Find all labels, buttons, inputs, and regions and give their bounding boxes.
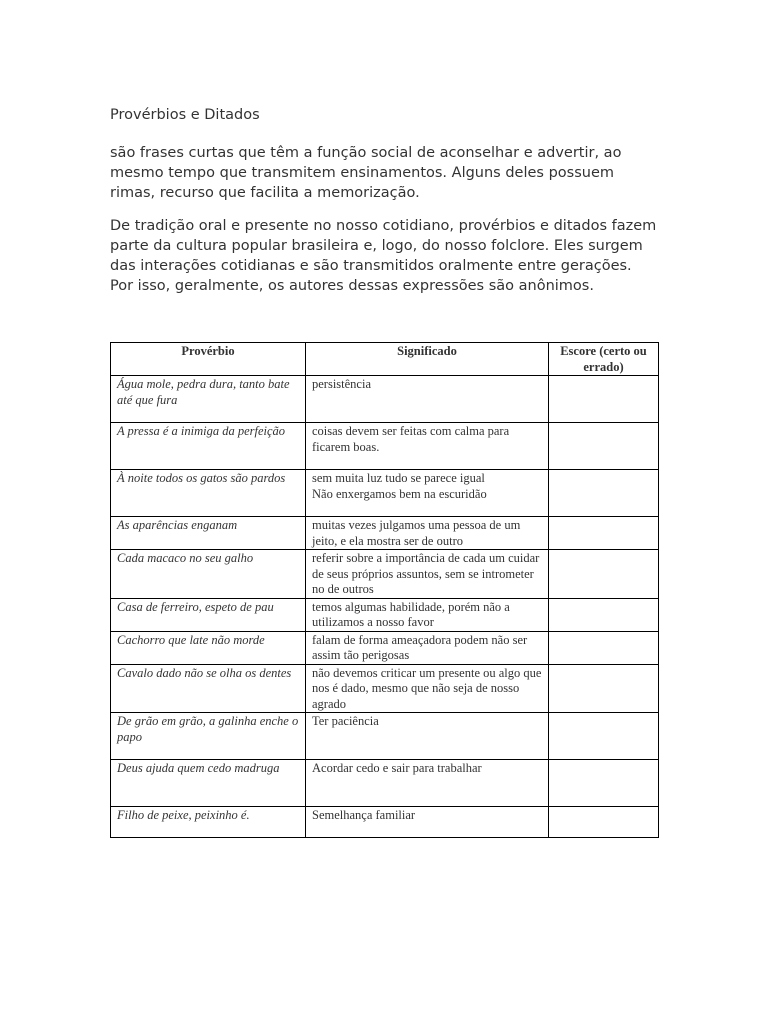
table-row	[111, 664, 659, 713]
intro-paragraph-2: De tradição oral e presente no nosso cotidiano, provérbios e ditados fazem parte da cultura popular brasileira e, logo, do nosso folclore. Eles surgem das interações cotidianas e são transmitidos oralmente entre gerações. Por isso, geralmente, os autores dessas expressões são anônimos.	[110, 218, 657, 294]
score-cell[interactable]	[549, 713, 659, 760]
score-cell[interactable]	[549, 550, 659, 599]
header-escore: Escore (certo ou errado)	[549, 343, 659, 376]
table-row	[111, 517, 659, 550]
intro-paragraph-1: são frases curtas que têm a função social de aconselhar e advertir, ao mesmo tempo que transmitem ensinamentos. Alguns deles possuem rimas, recurso que facilita a memorização.	[110, 145, 622, 201]
meaning-cell: coisas devem ser feitas com calma para ficarem boas.	[306, 423, 549, 470]
table-row	[111, 598, 659, 631]
score-cell[interactable]	[549, 517, 659, 550]
table-row	[111, 550, 659, 599]
meaning-cell: Acordar cedo e sair para trabalhar	[306, 760, 549, 807]
table-row	[111, 376, 659, 423]
table-row	[111, 423, 659, 470]
score-cell[interactable]	[549, 423, 659, 470]
meaning-cell: temos algumas habilidade, porém não a utilizamos a nosso favor	[306, 598, 549, 631]
score-cell[interactable]	[549, 807, 659, 838]
header-significado: Significado	[306, 343, 549, 376]
meaning-cell: Ter paciência	[306, 713, 549, 760]
table-row	[111, 807, 659, 838]
score-cell[interactable]	[549, 376, 659, 423]
proverb-cell: Cada macaco no seu galho	[111, 550, 306, 599]
meaning-cell: não devemos criticar um presente ou algo que nos é dado, mesmo que não seja de nosso agrado	[306, 664, 549, 713]
table-row	[111, 631, 659, 664]
score-cell[interactable]	[549, 631, 659, 664]
proverbs-table	[110, 342, 659, 838]
proverb-cell: De grão em grão, a galinha enche o papo	[111, 713, 306, 760]
score-cell[interactable]	[549, 470, 659, 517]
proverb-cell: Cachorro que late não morde	[111, 631, 306, 664]
proverb-cell: À noite todos os gatos são pardos	[111, 470, 306, 517]
proverb-cell: Deus ajuda quem cedo madruga	[111, 760, 306, 807]
document-title: Provérbios e Ditados	[110, 107, 260, 123]
proverb-cell: Água mole, pedra dura, tanto bate até que fura	[111, 376, 306, 423]
score-cell[interactable]	[549, 664, 659, 713]
meaning-cell: muitas vezes julgamos uma pessoa de um jeito, e ela mostra ser de outro	[306, 517, 549, 550]
table-row	[111, 760, 659, 807]
proverb-cell: A pressa é a inimiga da perfeição	[111, 423, 306, 470]
score-cell[interactable]	[549, 598, 659, 631]
meaning-cell: referir sobre a importância de cada um cuidar de seus próprios assuntos, sem se intrometer no de outros	[306, 550, 549, 599]
meaning-cell: sem muita luz tudo se parece igual Não enxergamos bem na escuridão	[306, 470, 549, 517]
table-header-row	[111, 343, 659, 376]
table-row	[111, 470, 659, 517]
proverb-cell: As aparências enganam	[111, 517, 306, 550]
header-proverbio: Provérbio	[111, 343, 306, 376]
meaning-cell: Semelhança familiar	[306, 807, 549, 838]
proverb-cell: Filho de peixe, peixinho é.	[111, 807, 306, 838]
proverb-cell: Cavalo dado não se olha os dentes	[111, 664, 306, 713]
meaning-cell: falam de forma ameaçadora podem não ser assim tão perigosas	[306, 631, 549, 664]
proverb-cell: Casa de ferreiro, espeto de pau	[111, 598, 306, 631]
table-row	[111, 713, 659, 760]
meaning-cell: persistência	[306, 376, 549, 423]
score-cell[interactable]	[549, 760, 659, 807]
